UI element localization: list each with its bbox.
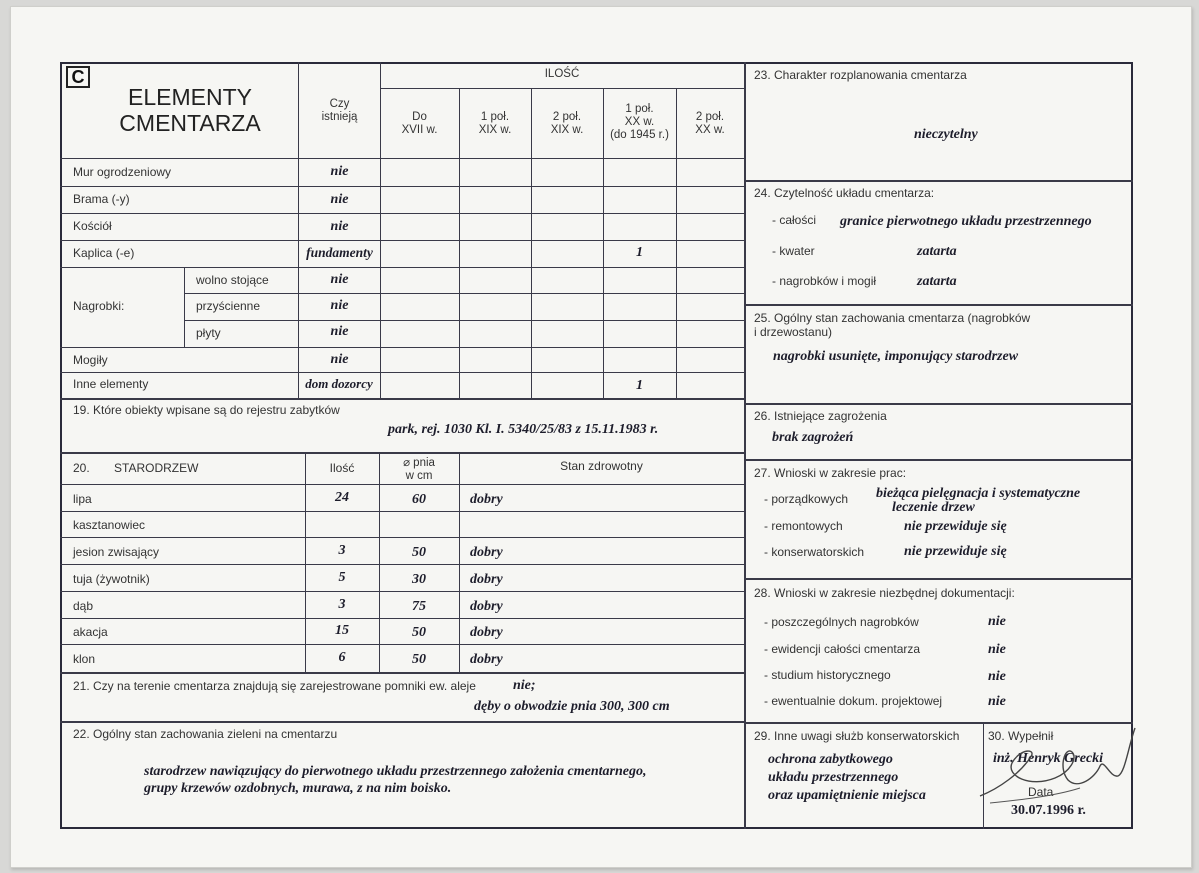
tree-name: klon	[73, 652, 96, 666]
element-label: Inne elementy	[73, 377, 149, 391]
nagrobki-label: Nagrobki:	[73, 299, 125, 313]
s24-row-label: - całości	[772, 213, 817, 227]
title-line-1: ELEMENTY	[128, 84, 252, 110]
s19-value: park, rej. 1030 Kl. I. 5340/25/83 z 15.11.1983 r.	[388, 422, 659, 437]
element-label: wolno stojące	[196, 273, 269, 287]
s28-row-label: - poszczególnych nagrobków	[764, 615, 919, 629]
s27-row-value: nie przewiduje się	[904, 519, 1007, 534]
s20-qty-header: Ilość	[329, 461, 355, 475]
s30-date-label: Data	[1028, 785, 1054, 799]
tree-health: dobry	[470, 652, 503, 667]
col-header-1-xix	[459, 111, 531, 137]
tree-name: dąb	[73, 599, 94, 613]
element-value: nie	[330, 352, 349, 367]
form-title	[100, 84, 280, 137]
element-label: Kaplica (-e)	[73, 246, 135, 260]
s20-diam-header-2: w cm	[405, 470, 433, 483]
col-header-text: XX w.	[624, 116, 655, 129]
s20-label: STARODRZEW	[114, 461, 199, 475]
tree-diam: 30	[412, 572, 426, 587]
s27-row-value: nie przewiduje się	[904, 544, 1007, 559]
s24-row-value: zatarta	[917, 274, 957, 289]
s24-row-value: zatarta	[917, 244, 957, 259]
exists-header-line-1: Czy	[329, 98, 350, 110]
s28-row-label: - ewentualnie dokum. projektowej	[764, 694, 943, 708]
element-value: nie	[330, 272, 349, 287]
col-header-text: XX w.	[695, 124, 725, 137]
s25-label-1: 25. Ogólny stan zachowania cmentarza (nagrobków	[754, 311, 1031, 325]
quantity-value: 1	[636, 245, 643, 260]
col-header-text: 2 poł.	[552, 111, 582, 123]
col-header-text: XIX w.	[550, 124, 584, 137]
element-value: nie	[330, 192, 349, 207]
s27-row-label: - porządkowych	[764, 492, 849, 506]
s29-line-2: układu przestrzennego	[768, 770, 899, 785]
tree-diam: 50	[412, 625, 426, 640]
tree-diam: 50	[412, 652, 426, 667]
col-header-text: XVII w.	[401, 124, 438, 137]
s25-label-2: i drzewostanu)	[754, 324, 833, 339]
s28-row-value: nie	[988, 642, 1006, 657]
s27-row-value-1: bieżąca pielęgnacja i systematyczne	[876, 486, 1081, 501]
tree-qty: 6	[338, 650, 346, 665]
element-label: Kościół	[73, 219, 112, 233]
tree-name: tuja (żywotnik)	[73, 572, 150, 586]
col-header-2-xx	[676, 111, 744, 137]
exists-header-line-2: istnieją	[321, 111, 358, 124]
s23-value: nieczytelny	[914, 127, 978, 142]
s20-health-header: Stan zdrowotny	[560, 459, 643, 473]
s20-diam-header-1: ⌀ pnia	[403, 457, 435, 469]
tree-qty: 5	[338, 570, 346, 585]
s26-value: brak zagrożeń	[772, 430, 854, 445]
col-header-text: 2 poł.	[695, 111, 725, 123]
element-value: nie	[330, 164, 349, 179]
s25-value: nagrobki usunięte, imponujący starodrzew	[773, 349, 1019, 364]
s27-row-label: - konserwatorskich	[764, 545, 865, 559]
s24-label: 24. Czytelność układu cmentarza:	[754, 186, 935, 200]
tree-qty: 24	[335, 490, 349, 505]
s22-line-1: starodrzew nawiązujący do pierwotnego układu przestrzennego założenia cmentarnego,	[144, 764, 647, 779]
element-value: nie	[330, 324, 349, 339]
col-header-text: 1 poł.	[480, 111, 510, 123]
s21-value-2: dęby o obwodzie pnia 300, 300 cm	[474, 699, 670, 714]
element-value: nie	[330, 219, 349, 234]
s25-label	[754, 312, 1030, 340]
element-label: Brama (-y)	[73, 192, 130, 206]
element-label: Mogiły	[73, 353, 108, 367]
element-label: Mur ogrodzeniowy	[73, 165, 172, 179]
tree-health: dobry	[470, 599, 503, 614]
element-value: dom dozorcy	[305, 376, 373, 391]
tree-qty: 3	[338, 597, 346, 612]
element-value: nie	[330, 298, 349, 313]
tree-qty: 3	[338, 543, 346, 558]
s29-line-1: ochrona zabytkowego	[768, 752, 893, 767]
tree-health: dobry	[470, 545, 503, 560]
s24-row-label: - nagrobków i mogił	[772, 274, 877, 288]
quantity-value: 1	[636, 378, 643, 393]
col-header-xvii	[380, 111, 459, 137]
col-header-text: (do 1945 r.)	[610, 129, 669, 142]
tree-name: akacja	[73, 625, 108, 639]
signature-mark	[960, 718, 1150, 818]
col-header-1-xx	[603, 103, 676, 143]
element-value: fundamenty	[306, 245, 373, 260]
s20-num: 20.	[73, 461, 90, 475]
tree-health: dobry	[470, 492, 503, 507]
tree-name: kasztanowiec	[73, 518, 146, 532]
exists-header	[299, 98, 380, 124]
s28-row-value: nie	[988, 614, 1006, 629]
s19-label: 19. Które obiekty wpisane są do rejestru zabytków	[73, 403, 340, 417]
section-letter-box: C	[66, 66, 90, 88]
tree-health: dobry	[470, 625, 503, 640]
s28-label: 28. Wnioski w zakresie niezbędnej dokumentacji:	[754, 586, 1015, 600]
s29-label: 29. Inne uwagi służb konserwatorskich	[754, 729, 960, 743]
s28-row-label: - studium historycznego	[764, 668, 891, 682]
s26-label: 26. Istniejące zagrożenia	[754, 409, 887, 423]
col-header-text: XIX w.	[478, 124, 512, 137]
s28-row-value: nie	[988, 694, 1006, 709]
col-header-text: Do	[412, 111, 427, 123]
s27-row-label: - remontowych	[764, 519, 843, 533]
element-label: przyścienne	[196, 299, 261, 313]
s30-label: 30. Wypełnił	[988, 729, 1054, 743]
s23-label: 23. Charakter rozplanowania cmentarza	[754, 68, 967, 82]
s24-row-label: - kwater	[772, 244, 815, 258]
tree-diam: 60	[412, 492, 426, 507]
col-header-2-xix	[531, 111, 603, 137]
tree-qty: 15	[335, 623, 349, 638]
s29-line-3: oraz upamiętnienie miejsca	[768, 788, 926, 803]
s21-value-1: nie;	[513, 678, 536, 693]
tree-name: lipa	[73, 492, 92, 506]
title-line-2: CMENTARZA	[119, 110, 261, 137]
s22-label: 22. Ogólny stan zachowania zieleni na cmentarzu	[73, 727, 338, 741]
s28-row-value: nie	[988, 669, 1006, 684]
element-label: płyty	[196, 326, 221, 340]
s27-row-value-2: leczenie drzew	[892, 500, 975, 515]
s20-diam-header	[379, 457, 459, 483]
s24-row-value: granice pierwotnego układu przestrzennego	[840, 214, 1092, 229]
col-header-text: 1 poł.	[625, 103, 654, 115]
s22-line-2: grupy krzewów ozdobnych, murawa, z na nim boisko.	[144, 781, 452, 796]
s30-name: inż. Henryk Grecki	[993, 751, 1104, 766]
tree-diam: 75	[412, 599, 426, 614]
s28-row-label: - ewidencji całości cmentarza	[764, 642, 921, 656]
quantity-header: ILOŚĆ	[544, 68, 580, 80]
tree-health: dobry	[470, 572, 503, 587]
tree-diam: 50	[412, 545, 426, 560]
tree-name: jesion zwisający	[73, 545, 160, 559]
s21-label: 21. Czy na terenie cmentarza znajdują się zarejestrowane pomniki ew. aleje	[73, 679, 476, 693]
s27-label: 27. Wnioski w zakresie prac:	[754, 466, 907, 480]
s30-date: 30.07.1996 r.	[1011, 803, 1086, 818]
